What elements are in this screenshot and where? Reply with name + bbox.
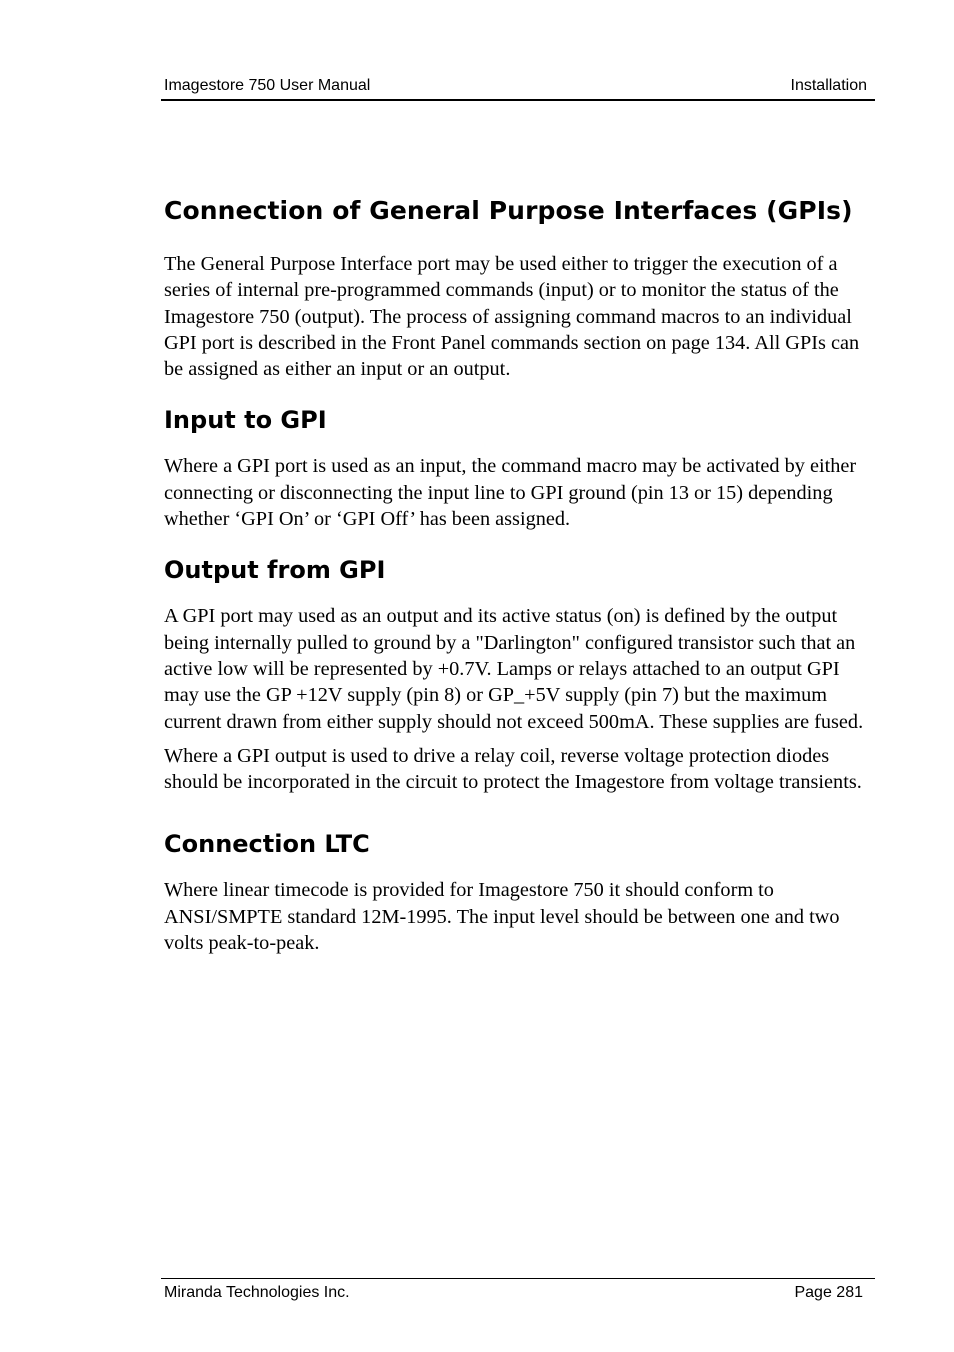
- page-number: Page 281: [794, 1284, 863, 1301]
- section-heading-ltc: Connection LTC: [164, 830, 370, 859]
- page-content: [164, 191, 870, 964]
- section-heading-gpi: Connection of General Purpose Interfaces (GPIs): [164, 196, 853, 225]
- output-paragraph-2: Where a GPI output is used to drive a relay coil, reverse voltage protection diodes should be incorporated in the circuit to protect the Imagestore from voltage transients.: [164, 744, 862, 794]
- company-name: Miranda Technologies Inc.: [164, 1284, 350, 1301]
- ltc-paragraph: Where linear timecode is provided for Imagestore 750 it should conform to ANSI/SMPTE standard 12M-1995. The input level should be between one and two volts peak-to-peak.: [164, 879, 840, 955]
- output-paragraph-1: A GPI port may used as an output and its active status (on) is defined by the output being internally pulled to ground by a "Darlington" configured transistor such that an active low will be represented by +0.7V. Lamps or relays attached to an output GPI may use the GP +12V supply (pin 8) or GP_+5V supply (pin 7) but the maximum current drawn from either supply should not exceed 500mA. These supplies are fused.: [164, 605, 864, 733]
- subsection-heading-input: Input to GPI: [164, 406, 327, 435]
- page-footer: [161, 1278, 875, 1301]
- document-title: Imagestore 750 User Manual: [164, 77, 371, 94]
- input-paragraph: Where a GPI port is used as an input, the command macro may be activated by either connecting or disconnecting the input line to GPI ground (pin 13 or 15) depending whether ‘GPI On’ or ‘GPI Off’ has been assigned.: [164, 455, 857, 531]
- gpi-paragraph: The General Purpose Interface port may be used either to trigger the execution of a series of internal pre-programmed commands (input) or to monitor the status of the Imagestore 750 (output). The process of assigning command macros to an individual GPI port is described in the Front Panel commands section on page 134. All GPIs can be assigned as either an input or an output.: [164, 253, 860, 381]
- chapter-title: Installation: [790, 77, 867, 94]
- subsection-heading-output: Output from GPI: [164, 556, 386, 585]
- page-header: [161, 76, 875, 101]
